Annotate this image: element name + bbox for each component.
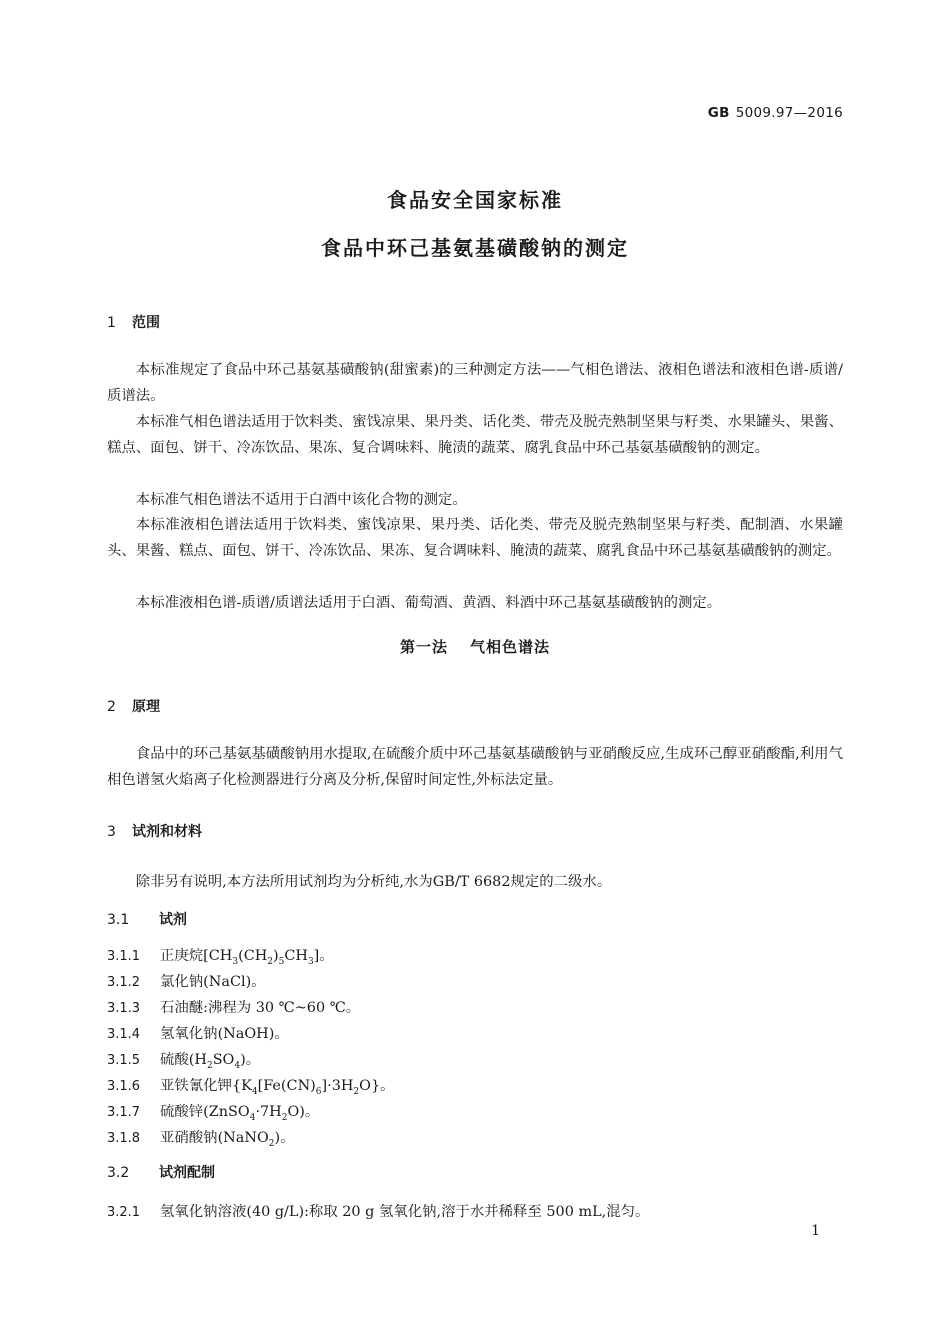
- reagents-intro: 除非另有说明,本方法所用试剂均为分析纯,水为GB/T 6682规定的二级水。: [135, 874, 612, 890]
- item-text: ·7H: [255, 1104, 282, 1120]
- section-2-heading: [107, 696, 160, 716]
- item-text: SO: [212, 1052, 235, 1068]
- section-1-heading: [107, 312, 160, 332]
- item-text: 石油醚:沸程为 30 ℃~60 ℃。: [160, 1000, 361, 1016]
- method-label: 第一法: [399, 638, 448, 656]
- item-text: 硫酸(H: [160, 1052, 207, 1068]
- reagent-item: [107, 970, 266, 991]
- section-number: 3.2: [107, 1165, 130, 1181]
- scope-paragraph-4: 本标准液相色谱法适用于饮料类、蜜饯凉果、果丹类、话化类、带壳及脱壳熟制坚果与籽类、配制酒、水果罐头、果酱、糕点、面包、饼干、冷冻饮品、果冻、复合调味料、腌渍的蔬菜、腐乳食品中环己基氨基磺酸钠的测定。: [107, 517, 843, 559]
- item-number: 3.1.7: [107, 1105, 141, 1120]
- page-number: 1: [811, 1223, 820, 1239]
- item-number: 3.1.6: [107, 1079, 141, 1094]
- section-title: 试剂和材料: [132, 824, 202, 840]
- standard-prefix: GB: [707, 105, 730, 121]
- subscript: 4: [234, 1060, 241, 1071]
- standard-number: 5009.97—2016: [735, 105, 843, 121]
- item-text: 正庚烷[CH: [160, 948, 233, 964]
- subscript: 2: [281, 1112, 288, 1123]
- item-number: 3.2.1: [107, 1205, 141, 1220]
- reagent-item: [107, 1022, 289, 1043]
- section-number: 3: [107, 824, 116, 840]
- scope-paragraph-3: 本标准气相色谱法不适用于白酒中该化合物的测定。: [135, 492, 467, 508]
- section-title: 试剂配制: [159, 1165, 215, 1181]
- subscript: 2: [206, 1060, 213, 1071]
- scope-paragraph-5: 本标准液相色谱-质谱/质谱法适用于白酒、葡萄酒、黄酒、料酒中环己基氨基磺酸钠的测定。: [135, 595, 722, 611]
- principle-paragraph: 食品中的环己基氨基磺酸钠用水提取,在硫酸介质中环己基氨基磺酸钠与亚硝酸反应,生成环己醇亚硝酸酯,利用气相色谱氢火焰离子化检测器进行分离及分析,保留时间定性,外标法定量。: [107, 746, 843, 788]
- method-heading: [0, 636, 950, 657]
- section-number: 1: [107, 315, 116, 331]
- reagent-item: [107, 1100, 319, 1123]
- section-number: 2: [107, 699, 116, 715]
- item-text: O)。: [287, 1104, 320, 1120]
- subscript: 4: [251, 1086, 258, 1097]
- preparation-item: [107, 1200, 649, 1221]
- section-3-1-heading: [107, 909, 187, 929]
- item-text: [Fe(CN): [257, 1078, 316, 1094]
- item-text: 氢氧化钠溶液(40 g/L):称取 20 g 氢氧化钠,溶于水并稀释至 500 mL,混匀。: [160, 1204, 650, 1220]
- subscript: 2: [353, 1086, 360, 1097]
- reagent-item: [107, 1048, 260, 1071]
- subscript: 4: [249, 1112, 256, 1123]
- item-text: 硫酸锌(ZnSO: [160, 1104, 250, 1120]
- subscript: 5: [278, 956, 285, 967]
- method-name: 气相色谱法: [470, 638, 551, 656]
- standard-code: [708, 105, 843, 121]
- section-title: 试剂: [159, 912, 187, 928]
- item-text: 氢氧化钠(NaOH)。: [160, 1026, 289, 1042]
- scope-paragraph-1: 本标准规定了食品中环己基氨基磺酸钠(甜蜜素)的三种测定方法——气相色谱法、液相色谱法和液相色谱-质谱/质谱法。: [107, 362, 843, 404]
- item-text: ): [273, 948, 279, 964]
- section-3-2-heading: [107, 1162, 215, 1182]
- item-text: 亚硝酸钠(NaNO: [160, 1130, 269, 1146]
- subscript: 6: [315, 1086, 322, 1097]
- subscript: 2: [267, 956, 274, 967]
- item-text: )。: [274, 1130, 295, 1146]
- document-title: 食品安全国家标准: [387, 188, 563, 212]
- item-text: (CH: [238, 948, 268, 964]
- item-text: ]·3H: [321, 1078, 354, 1094]
- item-number: 3.1.3: [107, 1001, 141, 1016]
- reagent-item: [107, 1074, 395, 1097]
- item-number: 3.1.1: [107, 949, 141, 964]
- item-text: O}。: [359, 1078, 395, 1094]
- section-title: 原理: [132, 699, 160, 715]
- item-text: 亚铁氰化钾{K: [160, 1078, 252, 1094]
- section-3-heading: [107, 821, 202, 841]
- section-number: 3.1: [107, 912, 130, 928]
- subscript: 3: [232, 956, 239, 967]
- document-subtitle: 食品中环己基氨基磺酸钠的测定: [321, 236, 629, 260]
- item-text: 氯化钠(NaCl)。: [160, 974, 266, 990]
- item-number: 3.1.8: [107, 1131, 141, 1146]
- section-title: 范围: [132, 315, 160, 331]
- reagent-item: [107, 996, 360, 1017]
- subscript: 3: [307, 956, 314, 967]
- scope-paragraph-2: 本标准气相色谱法适用于饮料类、蜜饯凉果、果丹类、话化类、带壳及脱壳熟制坚果与籽类、水果罐头、果酱、糕点、面包、饼干、冷冻饮品、果冻、复合调味料、腌渍的蔬菜、腐乳食品中环己基氨基磺酸钠的测定。: [107, 414, 843, 456]
- subscript: 2: [268, 1138, 275, 1149]
- item-number: 3.1.2: [107, 975, 141, 990]
- item-text: ]。: [313, 948, 334, 964]
- reagent-item: [107, 1126, 295, 1149]
- item-number: 3.1.5: [107, 1053, 141, 1068]
- item-text: CH: [284, 948, 308, 964]
- reagent-item: [107, 944, 334, 967]
- item-text: )。: [240, 1052, 261, 1068]
- item-number: 3.1.4: [107, 1027, 141, 1042]
